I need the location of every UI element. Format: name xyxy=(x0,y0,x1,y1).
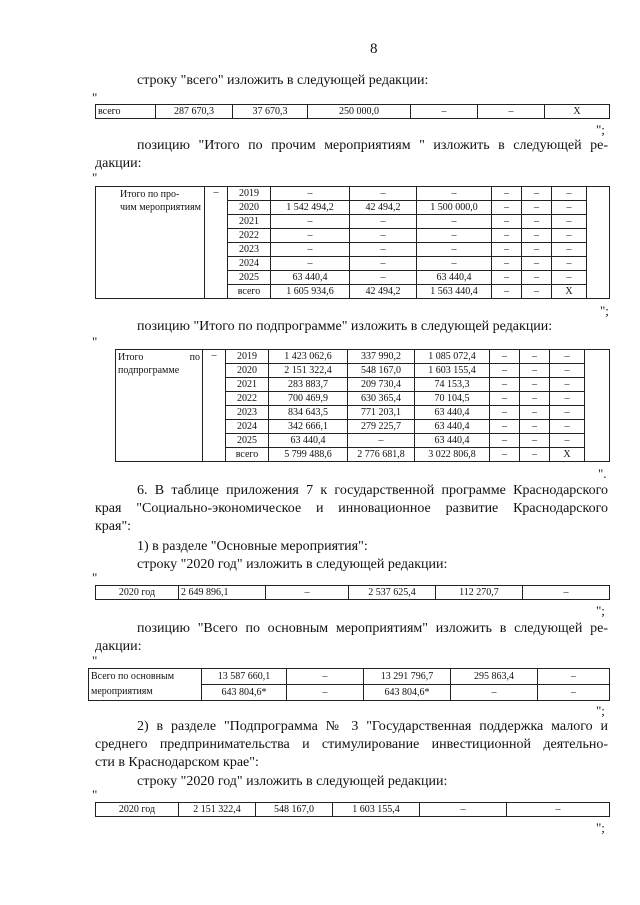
row-label-part: подпрограмме xyxy=(118,365,180,376)
close-quote: "; xyxy=(596,603,605,618)
table-cell: – xyxy=(550,406,585,420)
table-cell: 2020 год xyxy=(96,803,179,817)
table-cell: – xyxy=(348,434,415,448)
table-cell: – xyxy=(417,257,492,271)
table-cell: – xyxy=(417,215,492,229)
table-cell: 548 167,0 xyxy=(256,803,333,817)
section-main-events: 1) в разделе "Основные мероприятия": xyxy=(137,539,368,554)
table-cell: 834 643,5 xyxy=(269,406,348,420)
open-quote: " xyxy=(92,787,98,802)
table-cell: – xyxy=(522,215,552,229)
table-cell: 2 151 322,4 xyxy=(179,803,256,817)
table-cell: 63 440,4 xyxy=(417,271,492,285)
table-cell: – xyxy=(350,215,417,229)
table-row xyxy=(89,669,610,685)
table-cell: 13 587 660,1 xyxy=(202,669,287,685)
table-cell: – xyxy=(522,271,552,285)
table-cell: 2019 xyxy=(226,350,269,364)
table-cell: 283 883,7 xyxy=(269,378,348,392)
open-quote: " xyxy=(92,170,98,185)
table-cell: – xyxy=(552,215,587,229)
main-events-total-table xyxy=(88,668,610,701)
table-cell: – xyxy=(420,803,507,817)
table-cell: – xyxy=(271,229,350,243)
table-cell: – xyxy=(520,378,550,392)
table-cell: 643 804,6* xyxy=(364,685,451,701)
table-cell: – xyxy=(538,685,610,701)
table-cell: – xyxy=(520,406,550,420)
table-cell: всего xyxy=(96,105,156,119)
table-cell: – xyxy=(350,257,417,271)
instruction-subprogram-total: позицию "Итого по подпрограмме" изложить в следующей редакции: xyxy=(137,319,553,334)
instruction-2020-row-sub3: строку "2020 год" изложить в следующей редакции: xyxy=(137,774,448,789)
table-cell: 5 799 488,6 xyxy=(269,448,348,462)
table-cell: – xyxy=(350,187,417,201)
total-row-table xyxy=(95,104,610,119)
table-cell: 1 563 440,4 xyxy=(417,285,492,299)
table-cell: 2 537 625,4 xyxy=(349,586,436,600)
table-cell: – xyxy=(550,364,585,378)
row-label: Итого по про- чим мероприятиям xyxy=(118,187,205,299)
table-cell: – xyxy=(520,420,550,434)
table-cell: 1 605 934,6 xyxy=(271,285,350,299)
table-cell: 2022 xyxy=(228,229,271,243)
table-cell: – xyxy=(520,364,550,378)
table-cell: – xyxy=(271,215,350,229)
table-cell: 209 730,4 xyxy=(348,378,415,392)
table-cell: 42 494,2 xyxy=(350,285,417,299)
table-cell: 3 022 806,8 xyxy=(415,448,490,462)
page-number: 8 xyxy=(370,41,378,57)
table-cell: 112 270,7 xyxy=(436,586,523,600)
table-cell: – xyxy=(522,201,552,215)
table-cell: – xyxy=(492,257,522,271)
table-cell: 2023 xyxy=(228,243,271,257)
table-cell: – xyxy=(552,243,587,257)
item-6-line2: края "Социально-экономическое и инновационное развитие Краснодарского xyxy=(95,501,608,516)
close-quote: ". xyxy=(598,466,607,481)
table-cell: – xyxy=(490,378,520,392)
instruction-main-events-total: позицию "Всего по основным мероприятиям" изложить в следующей ре- xyxy=(137,621,608,636)
row-dash: – xyxy=(205,187,228,299)
table-row xyxy=(96,586,610,600)
row-label xyxy=(89,669,202,701)
table-row xyxy=(96,803,610,817)
table-cell: 337 990,2 xyxy=(348,350,415,364)
table-cell: – xyxy=(287,669,364,685)
table-cell: – xyxy=(550,378,585,392)
table-cell: – xyxy=(490,420,520,434)
close-quote: "; xyxy=(596,122,605,137)
table-cell: 2019 xyxy=(228,187,271,201)
other-events-table xyxy=(95,186,610,299)
instruction-other-events: позицию "Итого по прочим мероприятиям " изложить в следующей ре- xyxy=(137,138,608,153)
row-label xyxy=(116,350,203,462)
table-cell: – xyxy=(522,257,552,271)
row-label-part: по xyxy=(189,352,200,363)
table-cell: – xyxy=(550,392,585,406)
table-cell: 37 670,3 xyxy=(233,105,308,119)
table-cell: – xyxy=(492,215,522,229)
table-cell: – xyxy=(492,229,522,243)
table-cell: – xyxy=(417,187,492,201)
table-cell: – xyxy=(271,187,350,201)
instruction-main-events-total-cont: дакции: xyxy=(95,639,142,654)
table-cell: – xyxy=(266,586,349,600)
table-cell: Х xyxy=(552,285,587,299)
table-cell: 279 225,7 xyxy=(348,420,415,434)
table-cell: 1 542 494,2 xyxy=(271,201,350,215)
table-cell: – xyxy=(552,271,587,285)
table-cell: Х xyxy=(545,105,610,119)
table-cell: – xyxy=(287,685,364,701)
table-cell: – xyxy=(552,257,587,271)
table-cell: – xyxy=(271,243,350,257)
table-cell: 1 603 155,4 xyxy=(415,364,490,378)
table-cell: – xyxy=(492,243,522,257)
close-quote: "; xyxy=(596,703,605,718)
table-cell: 42 494,2 xyxy=(350,201,417,215)
row-label-part: Итого xyxy=(118,352,144,363)
table-cell: – xyxy=(417,243,492,257)
table-cell: – xyxy=(522,243,552,257)
table-row xyxy=(96,105,610,119)
table-cell: – xyxy=(522,229,552,243)
table-cell: Х xyxy=(550,448,585,462)
table-cell: – xyxy=(520,434,550,448)
section-subprogram-3-line3: сти в Краснодарском крае": xyxy=(95,755,259,770)
year-2020-sub3-table xyxy=(95,802,610,817)
table-cell: 63 440,4 xyxy=(269,434,348,448)
table-cell: 63 440,4 xyxy=(415,434,490,448)
table-cell: – xyxy=(552,187,587,201)
row-label-part: Всего по основным xyxy=(91,671,175,682)
table-cell: 63 440,4 xyxy=(415,406,490,420)
table-cell: 63 440,4 xyxy=(415,420,490,434)
table-cell: 342 666,1 xyxy=(269,420,348,434)
table-cell: 2020 xyxy=(228,201,271,215)
table-cell: 771 203,1 xyxy=(348,406,415,420)
instruction-total-row: строку "всего" изложить в следующей редакции: xyxy=(137,73,429,88)
table-cell: – xyxy=(411,105,478,119)
table-cell: 13 291 796,7 xyxy=(364,669,451,685)
table-cell: 295 863,4 xyxy=(451,669,538,685)
table-cell: – xyxy=(522,285,552,299)
table-cell: 700 469,9 xyxy=(269,392,348,406)
table-cell: 63 440,4 xyxy=(271,271,350,285)
table-cell: 250 000,0 xyxy=(308,105,411,119)
instruction-2020-row: строку "2020 год" изложить в следующей редакции: xyxy=(137,557,448,572)
subprogram-total-table xyxy=(115,349,610,462)
table-cell: 1 085 072,4 xyxy=(415,350,490,364)
table-cell: 74 153,3 xyxy=(415,378,490,392)
table-row xyxy=(96,187,610,201)
table-cell: 2020 год xyxy=(96,586,179,600)
table-cell: – xyxy=(538,669,610,685)
table-cell: – xyxy=(271,257,350,271)
table-cell: – xyxy=(490,350,520,364)
table-cell: 2022 xyxy=(226,392,269,406)
open-quote: " xyxy=(92,334,98,349)
table-cell: – xyxy=(552,201,587,215)
open-quote: " xyxy=(92,653,98,668)
open-quote: " xyxy=(92,570,98,585)
table-cell: 1 423 062,6 xyxy=(269,350,348,364)
table-cell: всего xyxy=(228,285,271,299)
table-cell: – xyxy=(550,420,585,434)
table-cell: – xyxy=(492,285,522,299)
table-cell: – xyxy=(490,364,520,378)
table-cell: 2025 xyxy=(228,271,271,285)
table-cell: – xyxy=(492,187,522,201)
table-cell: – xyxy=(350,271,417,285)
table-cell: 1 500 000,0 xyxy=(417,201,492,215)
table-cell: – xyxy=(490,392,520,406)
table-cell: 70 104,5 xyxy=(415,392,490,406)
close-quote: "; xyxy=(600,303,609,318)
table-cell: всего xyxy=(226,448,269,462)
table-cell: – xyxy=(492,271,522,285)
table-cell: 2 649 896,1 xyxy=(179,586,266,600)
year-2020-table xyxy=(95,585,610,600)
table-cell: – xyxy=(492,201,522,215)
table-cell: – xyxy=(522,187,552,201)
table-cell: 2021 xyxy=(228,215,271,229)
table-cell: – xyxy=(417,229,492,243)
table-cell: – xyxy=(523,586,610,600)
table-cell: – xyxy=(520,392,550,406)
table-cell: 2024 xyxy=(226,420,269,434)
table-cell: – xyxy=(507,803,610,817)
table-cell: 2 776 681,8 xyxy=(348,448,415,462)
close-quote: "; xyxy=(596,820,605,835)
table-cell: – xyxy=(490,448,520,462)
table-cell: – xyxy=(550,350,585,364)
table-cell: – xyxy=(490,434,520,448)
section-subprogram-3-line2: среднего предпринимательства и стимулирование инвестиционной деятельно- xyxy=(95,737,608,752)
table-row xyxy=(116,350,610,364)
table-cell: 2020 xyxy=(226,364,269,378)
table-cell: 643 804,6* xyxy=(202,685,287,701)
table-cell: – xyxy=(350,243,417,257)
table-cell: 2 151 322,4 xyxy=(269,364,348,378)
table-cell: 2021 xyxy=(226,378,269,392)
table-cell: 2025 xyxy=(226,434,269,448)
open-quote: " xyxy=(92,90,98,105)
table-cell: – xyxy=(520,350,550,364)
item-6-line1: 6. В таблице приложения 7 к государственной программе Краснодарского xyxy=(137,483,608,498)
item-6-line3: края": xyxy=(95,519,132,534)
table-cell: 548 167,0 xyxy=(348,364,415,378)
section-subprogram-3-line1: 2) в разделе "Подпрограмма № 3 "Государственная поддержка малого и xyxy=(137,719,608,734)
table-cell: 2024 xyxy=(228,257,271,271)
table-cell: – xyxy=(490,406,520,420)
table-cell: 630 365,4 xyxy=(348,392,415,406)
table-cell: – xyxy=(520,448,550,462)
instruction-other-events-cont: дакции: xyxy=(95,156,142,171)
row-label-part: мероприятиям xyxy=(91,686,153,697)
table-cell: – xyxy=(552,229,587,243)
row-dash: – xyxy=(203,350,226,462)
table-cell: 2023 xyxy=(226,406,269,420)
table-cell: – xyxy=(478,105,545,119)
table-cell: 287 670,3 xyxy=(156,105,233,119)
table-cell: – xyxy=(451,685,538,701)
table-cell: 1 603 155,4 xyxy=(333,803,420,817)
table-cell: – xyxy=(550,434,585,448)
table-cell: – xyxy=(350,229,417,243)
